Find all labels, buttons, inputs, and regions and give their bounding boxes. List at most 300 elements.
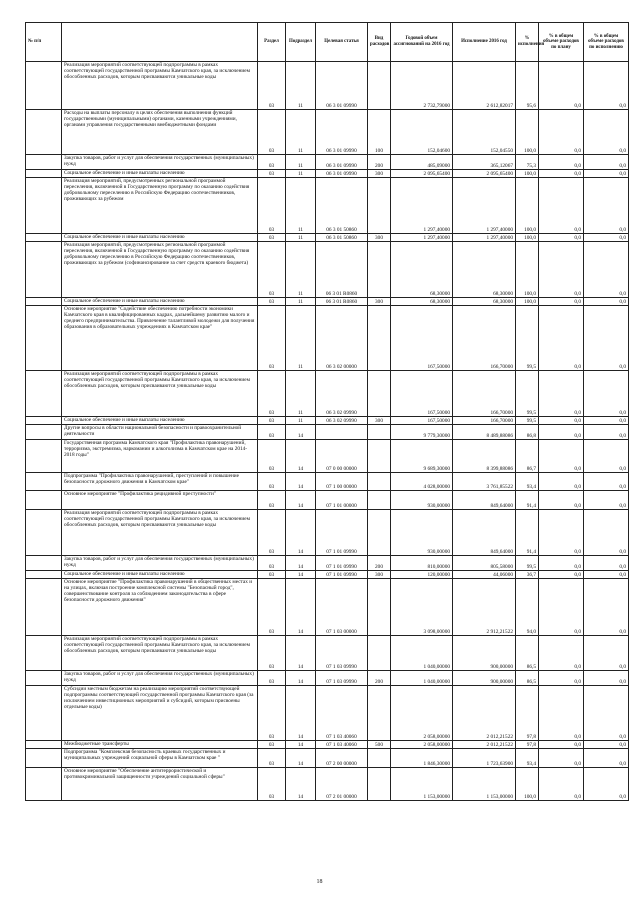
row-share-exec: 0,0 <box>584 425 629 440</box>
row-target: 06 3 01 50860 <box>316 234 368 242</box>
row-subsection: 14 <box>286 425 316 440</box>
row-subsection: 14 <box>286 636 316 671</box>
row-share-exec: 0,0 <box>584 170 629 178</box>
header-share-exec: % в общем объеме расходов по исполнению <box>584 23 629 62</box>
row-share-plan: 0,0 <box>539 491 584 510</box>
row-exec: 849,64000 <box>453 491 516 510</box>
row-num <box>26 491 62 510</box>
row-annual: 1 153,00000 <box>391 768 453 801</box>
row-target: 06 3 01 R0860 <box>316 242 368 298</box>
row-name: Расходы на выплаты персоналу в целях обеспечения выполнения функций государственными (муниципальными) органами, казенными учреждениями, органами управления государственными внебюджетными фондами <box>62 110 258 155</box>
row-name: Реализация мероприятий соответствующей подпрограммы в рамках соответствующей государственной программы Камчатского края, за исключением обособленных расходов, которым присваиваются уникальные коды <box>62 510 258 556</box>
row-subsection: 14 <box>286 749 316 768</box>
row-num <box>26 636 62 671</box>
row-subsection: 11 <box>286 417 316 425</box>
row-share-plan: 0,0 <box>539 242 584 298</box>
row-exec: 152,04550 <box>453 110 516 155</box>
row-subsection: 11 <box>286 298 316 306</box>
row-pct: 100,0 <box>516 170 539 178</box>
header-exptype: Вид расходов <box>368 23 391 62</box>
row-exec: 68,30000 <box>453 298 516 306</box>
row-subsection: 14 <box>286 686 316 741</box>
row-pct: 91,4 <box>516 510 539 556</box>
row-name: Реализация мероприятий соответствующей подпрограммы в рамках соответствующей государственной программы Камчатского края, за исключением обособленных расходов, которым присваиваются уникальные коды <box>62 62 258 110</box>
row-num <box>26 768 62 801</box>
row-name: Закупка товаров, работ и услуг для обеспечения государственных (муниципальных) нужд <box>62 671 258 686</box>
table-body <box>26 62 629 801</box>
row-section: 03 <box>258 768 286 801</box>
table-row <box>26 170 629 178</box>
row-exec: 805,58000 <box>453 556 516 571</box>
row-exptype <box>368 510 391 556</box>
row-annual: 1 297,40000 <box>391 178 453 234</box>
row-name: Межбюджетные трансферты <box>62 741 258 749</box>
row-num <box>26 473 62 491</box>
row-exec: 849,64000 <box>453 510 516 556</box>
row-section: 03 <box>258 440 286 473</box>
row-target: 07 1 03 40060 <box>316 686 368 741</box>
row-pct: 99,5 <box>516 306 539 371</box>
row-share-plan: 0,0 <box>539 571 584 579</box>
row-num <box>26 749 62 768</box>
row-target: 06 3 01 09990 <box>316 110 368 155</box>
row-annual: 9 689,30000 <box>391 440 453 473</box>
row-subsection: 11 <box>286 371 316 417</box>
row-share-plan: 0,0 <box>539 473 584 491</box>
table-row <box>26 636 629 671</box>
row-name: Реализация мероприятий соответствующей подпрограммы в рамках соответствующей государственной программы Камчатского края, за исключением обособленных расходов, которым присваиваются уникальные коды <box>62 636 258 671</box>
row-target: 07 1 03 40060 <box>316 741 368 749</box>
row-share-exec: 0,0 <box>584 440 629 473</box>
row-share-exec: 0,0 <box>584 155 629 170</box>
row-pct: 99,5 <box>516 417 539 425</box>
row-name: Социальное обеспечение и иные выплаты населению <box>62 298 258 306</box>
row-section: 03 <box>258 510 286 556</box>
row-section: 03 <box>258 571 286 579</box>
row-share-plan: 0,0 <box>539 417 584 425</box>
row-exec: 8 399,88086 <box>453 440 516 473</box>
row-pct: 100,0 <box>516 234 539 242</box>
row-target: 07 1 01 09990 <box>316 571 368 579</box>
row-exptype <box>368 473 391 491</box>
row-num <box>26 62 62 110</box>
header-target: Целевая статья <box>316 23 368 62</box>
row-share-plan: 0,0 <box>539 636 584 671</box>
table-row <box>26 371 629 417</box>
row-annual: 120,00000 <box>391 571 453 579</box>
row-section: 03 <box>258 62 286 110</box>
row-target: 06 3 02 00000 <box>316 306 368 371</box>
row-section: 03 <box>258 686 286 741</box>
row-annual: 1 040,00000 <box>391 671 453 686</box>
row-subsection: 11 <box>286 170 316 178</box>
row-num <box>26 242 62 298</box>
table-row <box>26 768 629 801</box>
row-num <box>26 440 62 473</box>
row-section: 03 <box>258 417 286 425</box>
row-name: Основное мероприятие "Профилактика правонарушений в общественных местах и на улицах, включая построение комплексной системы "Безопасный город", совершенствование контроля за соблюдением законодательства в сфере безопасности дорожного движения" <box>62 579 258 636</box>
row-exptype <box>368 371 391 417</box>
row-annual: 1 846,30000 <box>391 749 453 768</box>
row-name: Подпрограмма "Профилактика правонарушений, преступлений и повышение безопасности дорожного движения в Камчатском крае" <box>62 473 258 491</box>
row-exptype: 300 <box>368 298 391 306</box>
row-share-plan: 0,0 <box>539 686 584 741</box>
row-annual: 3 098,00000 <box>391 579 453 636</box>
row-num <box>26 556 62 571</box>
row-exptype <box>368 242 391 298</box>
row-share-exec: 0,0 <box>584 178 629 234</box>
row-share-exec: 0,0 <box>584 298 629 306</box>
row-share-plan: 0,0 <box>539 556 584 571</box>
row-exec: 2 612,82017 <box>453 62 516 110</box>
header-num: № п/п <box>26 23 62 62</box>
row-subsection: 14 <box>286 768 316 801</box>
header-exec: Исполнение 2016 год <box>453 23 516 62</box>
row-annual: 9 779,30000 <box>391 425 453 440</box>
row-share-plan: 0,0 <box>539 425 584 440</box>
row-exptype <box>368 306 391 371</box>
row-pct: 99,5 <box>516 556 539 571</box>
table-row <box>26 491 629 510</box>
row-num <box>26 425 62 440</box>
row-share-plan: 0,0 <box>539 510 584 556</box>
row-target: 06 3 02 09990 <box>316 371 368 417</box>
table-row <box>26 571 629 579</box>
row-annual: 485,09000 <box>391 155 453 170</box>
header-section: Раздел <box>258 23 286 62</box>
row-name: Закупка товаров, работ и услуг для обеспечения государственных (муниципальных) нужд <box>62 556 258 571</box>
table-row <box>26 417 629 425</box>
row-target: 07 1 01 09990 <box>316 510 368 556</box>
row-share-exec: 0,0 <box>584 234 629 242</box>
row-subsection: 14 <box>286 491 316 510</box>
row-share-exec: 0,0 <box>584 417 629 425</box>
table-row <box>26 686 629 741</box>
row-share-plan: 0,0 <box>539 110 584 155</box>
row-share-exec: 0,0 <box>584 636 629 671</box>
row-num <box>26 671 62 686</box>
row-share-exec: 0,0 <box>584 110 629 155</box>
row-annual: 2 732,79000 <box>391 62 453 110</box>
row-pct: 100,0 <box>516 178 539 234</box>
row-share-exec: 0,0 <box>584 306 629 371</box>
row-exptype <box>368 768 391 801</box>
row-exec: 2 012,21522 <box>453 686 516 741</box>
row-pct: 86,5 <box>516 636 539 671</box>
row-share-plan: 0,0 <box>539 298 584 306</box>
row-exptype <box>368 749 391 768</box>
row-name: Основное мероприятие "Содействие обеспечению потребности экономики Камчатского края в квалифицированных кадрах, дальнейшему развитию малого и среднего предпринимательства. Привлечение талантливой молодежи для получения образования в образовательных учреждениях в Камчатском крае" <box>62 306 258 371</box>
row-target: 07 1 03 09990 <box>316 636 368 671</box>
row-subsection: 11 <box>286 306 316 371</box>
row-share-exec: 0,0 <box>584 473 629 491</box>
row-subsection: 14 <box>286 671 316 686</box>
row-annual: 2 058,00000 <box>391 741 453 749</box>
row-target: 07 2 00 00000 <box>316 749 368 768</box>
row-exec: 166,70000 <box>453 417 516 425</box>
row-subsection: 11 <box>286 155 316 170</box>
row-pct: 86,8 <box>516 425 539 440</box>
table-row <box>26 579 629 636</box>
table-row <box>26 306 629 371</box>
row-target: 07 0 00 00000 <box>316 440 368 473</box>
row-section: 03 <box>258 178 286 234</box>
row-pct: 93,4 <box>516 473 539 491</box>
row-share-exec: 0,0 <box>584 768 629 801</box>
row-section: 03 <box>258 298 286 306</box>
row-subsection: 11 <box>286 178 316 234</box>
row-annual: 152,04600 <box>391 110 453 155</box>
table-row <box>26 741 629 749</box>
row-exec: 166,70000 <box>453 306 516 371</box>
row-exptype <box>368 425 391 440</box>
row-name: Другие вопросы в области национальной безопасности и правоохранительной деятельности <box>62 425 258 440</box>
row-share-plan: 0,0 <box>539 62 584 110</box>
row-annual: 2 058,00000 <box>391 686 453 741</box>
row-name: Подпрограмма "Комплексная безопасность краевых государственных и муниципальных учреждений социальной сферы в Камчатском крае " <box>62 749 258 768</box>
row-num <box>26 579 62 636</box>
row-annual: 167,50000 <box>391 306 453 371</box>
table-row <box>26 473 629 491</box>
row-pct: 91,4 <box>516 491 539 510</box>
row-annual: 1 040,00000 <box>391 636 453 671</box>
row-num <box>26 234 62 242</box>
row-name: Социальное обеспечение и иные выплаты населению <box>62 417 258 425</box>
row-pct: 99,5 <box>516 371 539 417</box>
row-name: Государственная программа Камчатского края "Профилактика правонарушений, терроризма, экстремизма, наркомании и алкоголизма в Камчатском крае на 2014-2018 годы" <box>62 440 258 473</box>
row-pct: 97,8 <box>516 686 539 741</box>
row-pct: 100,0 <box>516 242 539 298</box>
row-share-plan: 0,0 <box>539 170 584 178</box>
row-target: 07 1 00 00000 <box>316 473 368 491</box>
row-section: 03 <box>258 242 286 298</box>
row-share-exec: 0,0 <box>584 741 629 749</box>
row-name: Социальное обеспечение и иные выплаты населению <box>62 170 258 178</box>
row-target: 07 1 01 09990 <box>316 556 368 571</box>
row-subsection: 11 <box>286 62 316 110</box>
row-share-exec: 0,0 <box>584 686 629 741</box>
budget-table <box>25 22 629 801</box>
row-target: 06 3 01 50860 <box>316 178 368 234</box>
row-section: 03 <box>258 741 286 749</box>
row-name: Основное мероприятие "Профилактика рецидивной преступности" <box>62 491 258 510</box>
row-section: 03 <box>258 371 286 417</box>
row-pct: 97,8 <box>516 741 539 749</box>
row-section: 03 <box>258 170 286 178</box>
row-share-exec: 0,0 <box>584 62 629 110</box>
row-subsection: 14 <box>286 556 316 571</box>
row-section: 03 <box>258 425 286 440</box>
row-section: 03 <box>258 155 286 170</box>
row-section: 03 <box>258 473 286 491</box>
row-name: Социальное обеспечение и иные выплаты населению <box>62 234 258 242</box>
row-exptype <box>368 686 391 741</box>
row-section: 03 <box>258 110 286 155</box>
row-target: 06 3 01 R0860 <box>316 298 368 306</box>
row-name: Субсидии местным бюджетам на реализацию мероприятий соответствующей подпрограммы соответствующей государственной программы Камчатского края (за исключением инвестиционных мероприятий и субсидий, которым присвоены отдельные коды) <box>62 686 258 741</box>
row-exec: 1 723,63900 <box>453 749 516 768</box>
row-name: Основное мероприятие "Обеспечение антитеррористической и противокриминальной защищенности учреждений социальной сферы" <box>62 768 258 801</box>
row-pct: 86,5 <box>516 671 539 686</box>
row-num <box>26 298 62 306</box>
row-name: Реализация мероприятий соответствующей подпрограммы в рамках соответствующей государственной программы Камчатского края, за исключением обособленных расходов, которым присваиваются уникальные коды <box>62 371 258 417</box>
header-share-plan: % в общем объеме расходов по плану <box>539 23 584 62</box>
row-exec: 44,06000 <box>453 571 516 579</box>
row-annual: 930,00000 <box>391 510 453 556</box>
row-share-exec: 0,0 <box>584 749 629 768</box>
page-number: 18 <box>316 879 323 885</box>
row-exptype <box>368 178 391 234</box>
row-exec: 1 297,40000 <box>453 178 516 234</box>
row-target <box>316 425 368 440</box>
row-num <box>26 178 62 234</box>
row-subsection: 14 <box>286 473 316 491</box>
table-row <box>26 556 629 571</box>
row-subsection: 14 <box>286 510 316 556</box>
row-annual: 167,50000 <box>391 371 453 417</box>
row-pct: 100,0 <box>516 110 539 155</box>
budget-sheet <box>25 22 628 801</box>
row-pct: 93,4 <box>516 749 539 768</box>
row-subsection: 11 <box>286 242 316 298</box>
table-row <box>26 178 629 234</box>
row-share-plan: 0,0 <box>539 306 584 371</box>
row-exec: 3 761,85522 <box>453 473 516 491</box>
table-row <box>26 242 629 298</box>
row-exptype: 300 <box>368 234 391 242</box>
row-exec: 68,30000 <box>453 242 516 298</box>
row-share-plan: 0,0 <box>539 371 584 417</box>
row-exec: 2 012,21522 <box>453 741 516 749</box>
header-pct: % исполнения <box>516 23 539 62</box>
row-exptype: 100 <box>368 110 391 155</box>
row-target: 06 3 01 09990 <box>316 155 368 170</box>
row-section: 03 <box>258 491 286 510</box>
row-pct: 36,7 <box>516 571 539 579</box>
row-exptype: 300 <box>368 417 391 425</box>
row-share-plan: 0,0 <box>539 155 584 170</box>
table-row <box>26 749 629 768</box>
row-num <box>26 306 62 371</box>
row-share-exec: 0,0 <box>584 579 629 636</box>
table-row <box>26 510 629 556</box>
table-row <box>26 110 629 155</box>
row-exec: 2 095,65400 <box>453 170 516 178</box>
row-pct: 94,0 <box>516 579 539 636</box>
row-share-exec: 0,0 <box>584 371 629 417</box>
row-exec: 900,00000 <box>453 636 516 671</box>
row-num <box>26 510 62 556</box>
row-section: 03 <box>258 579 286 636</box>
row-pct: 100,0 <box>516 298 539 306</box>
row-num <box>26 417 62 425</box>
row-annual: 930,00000 <box>391 491 453 510</box>
row-subsection: 14 <box>286 571 316 579</box>
row-target: 07 2 01 00000 <box>316 768 368 801</box>
row-exptype: 200 <box>368 671 391 686</box>
table-row <box>26 671 629 686</box>
row-section: 03 <box>258 306 286 371</box>
row-subsection: 14 <box>286 440 316 473</box>
row-num <box>26 155 62 170</box>
row-annual: 68,30000 <box>391 298 453 306</box>
row-exptype: 200 <box>368 155 391 170</box>
row-exptype: 300 <box>368 571 391 579</box>
table-row <box>26 298 629 306</box>
row-annual: 810,00000 <box>391 556 453 571</box>
row-target: 06 3 01 09990 <box>316 62 368 110</box>
row-share-plan: 0,0 <box>539 234 584 242</box>
row-share-plan: 0,0 <box>539 768 584 801</box>
row-exec: 2 912,21522 <box>453 579 516 636</box>
row-share-plan: 0,0 <box>539 178 584 234</box>
row-target: 07 1 03 09990 <box>316 671 368 686</box>
row-exec: 900,00000 <box>453 671 516 686</box>
row-section: 03 <box>258 636 286 671</box>
row-num <box>26 741 62 749</box>
row-num <box>26 686 62 741</box>
row-name: Закупка товаров, работ и услуг для обеспечения государственных (муниципальных) нужд <box>62 155 258 170</box>
row-num <box>26 571 62 579</box>
row-share-exec: 0,0 <box>584 242 629 298</box>
row-share-exec: 0,0 <box>584 491 629 510</box>
row-share-plan: 0,0 <box>539 671 584 686</box>
row-section: 03 <box>258 671 286 686</box>
row-share-exec: 0,0 <box>584 556 629 571</box>
row-subsection: 11 <box>286 110 316 155</box>
row-exec: 166,70000 <box>453 371 516 417</box>
row-section: 03 <box>258 556 286 571</box>
row-exptype <box>368 440 391 473</box>
row-pct: 100,0 <box>516 768 539 801</box>
table-row <box>26 234 629 242</box>
row-share-plan: 0,0 <box>539 749 584 768</box>
table-row <box>26 62 629 110</box>
row-exptype <box>368 636 391 671</box>
row-target: 07 1 03 00000 <box>316 579 368 636</box>
row-exec: 1 153,00000 <box>453 768 516 801</box>
row-section: 03 <box>258 749 286 768</box>
table-row <box>26 155 629 170</box>
row-exec: 1 297,40000 <box>453 234 516 242</box>
row-num <box>26 170 62 178</box>
row-pct: 95,6 <box>516 62 539 110</box>
row-share-plan: 0,0 <box>539 741 584 749</box>
row-pct: 86,7 <box>516 440 539 473</box>
header-annual: Годовой объем ассигнований на 2016 год <box>391 23 453 62</box>
row-annual: 2 095,65400 <box>391 170 453 178</box>
row-subsection: 14 <box>286 579 316 636</box>
row-exec: 365,12067 <box>453 155 516 170</box>
row-exptype <box>368 579 391 636</box>
row-target: 06 3 01 09990 <box>316 170 368 178</box>
row-subsection: 14 <box>286 741 316 749</box>
row-exptype: 300 <box>368 170 391 178</box>
row-share-exec: 0,0 <box>584 671 629 686</box>
row-pct: 75,3 <box>516 155 539 170</box>
row-annual: 1 297,40000 <box>391 234 453 242</box>
row-exec: 8 489,88086 <box>453 425 516 440</box>
row-name: Социальное обеспечение и иные выплаты населению <box>62 571 258 579</box>
row-share-exec: 0,0 <box>584 571 629 579</box>
row-num <box>26 110 62 155</box>
row-name: Реализация мероприятий, предусмотренных региональной программой переселения, включенной в Государственную программу по оказанию содействия добровольному переселению в Российскую Федерацию соотечественников, проживающих за рубежом (софинансирование за счет средств краевого бюджета) <box>62 242 258 298</box>
table-row <box>26 425 629 440</box>
table-row <box>26 440 629 473</box>
row-share-plan: 0,0 <box>539 579 584 636</box>
row-num <box>26 371 62 417</box>
row-subsection: 11 <box>286 234 316 242</box>
